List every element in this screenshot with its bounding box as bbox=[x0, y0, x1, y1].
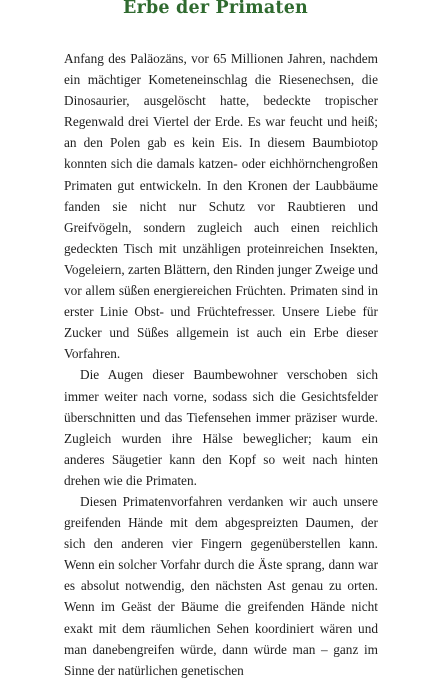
paragraph-2: Die Augen dieser Baumbewohner verschoben sich immer weiter nach vorne, sodass sich die Gesichtsfelder überschnitten und das Tiefensehen immer präziser wurde. Zugleich wurden ihre Hälse beweglicher; kaum ein anderes Säugetier kann den Kopf so weit nach hinten drehen wie die Primaten. bbox=[64, 367, 378, 488]
body-text bbox=[64, 48, 378, 681]
chapter-title: Erbe der Primaten bbox=[123, 0, 308, 18]
paragraph-3: Diesen Primatenvorfahren verdanken wir auch unsere greifenden Hände mit dem abgespreizten Daumen, der sich den anderen vier Fingern gegenüberstellen kann. Wenn ein solcher Vorfahr durch die Äste sprang, dann war es absolut notwendig, den nächsten Ast genau zu orten. Wenn im Geäst der Bäume die greifenden Hände nicht exakt mit dem räumlichen Sehen koordiniert wären und man danebengreifen würde, dann würde man – ganz im Sinne der natürlichen genetischen bbox=[64, 493, 378, 678]
paragraph-1: Anfang des Paläozäns, vor 65 Millionen Jahren, nachdem ein mächtiger Kometeneinschlag die Riesenechsen, die Dinosaurier, ausgelöscht hatte, bedeckte tropischer Regenwald drei Viertel der Erde. Es war feucht und heiß; an den Polen gab es kein Eis. In diesem Baumbiotop konnten sich die damals katzen- oder eichhörnchengroßen Primaten gut entwickeln. In den Kronen der Laubbäume fanden sie nicht nur Schutz vor Raubtieren und Greifvögeln, sondern zugleich auch einen reichlich gedeckten Tisch mit unzähligen proteinreichen Insekten, Vogeleiern, zarten Blättern, den Rinden junger Zweige und vor allem süßen energiereichen Früchten. Primaten sind in erster Linie Obst- und Früchtefresser. Unsere Liebe für Zucker und Süßes allgemein ist auch ein Erbe dieser Vorfahren. bbox=[64, 51, 378, 362]
